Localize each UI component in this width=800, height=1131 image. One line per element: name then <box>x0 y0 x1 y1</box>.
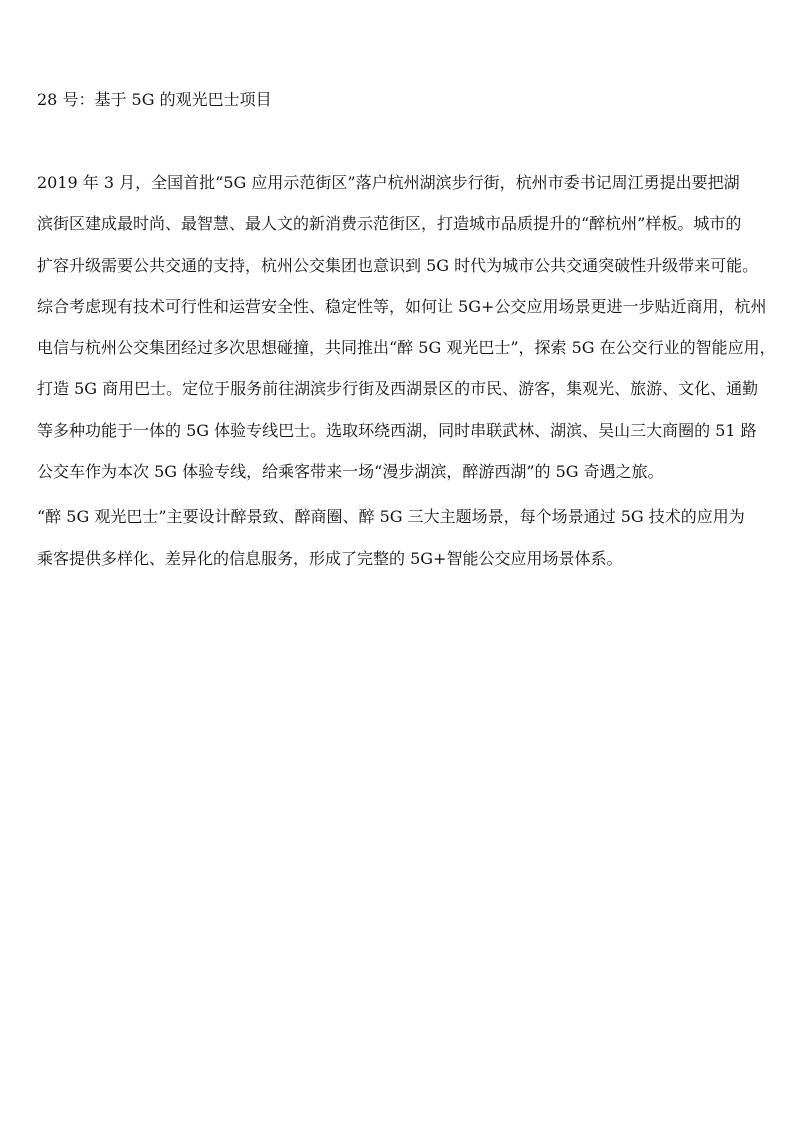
paragraph-line: 等多种功能于一体的 5G 体验专线巴士。选取环绕西湖，同时串联武林、湖滨、吴山三大商圈的 51 路 <box>37 421 757 440</box>
paragraph-line: 打造 5G 商用巴士。定位于服务前往湖滨步行街及西湖景区的市民、游客，集观光、旅游、文化、通勤 <box>37 379 759 398</box>
paragraph-line: 扩容升级需要公共交通的支持，杭州公交集团也意识到 5G 时代为城市公共交通突破性升级带来可能。 <box>37 256 759 275</box>
paragraph-line: 综合考虑现有技术可行性和运营安全性、稳定性等，如何让 5G+公交应用场景更进一步贴近商用，杭州 <box>37 297 767 316</box>
paragraph-line: 公交车作为本次 5G 体验专线，给乘客带来一场“漫步湖滨，醉游西湖”的 5G 奇遇之旅。 <box>37 462 664 481</box>
paragraph-line: 滨街区建成最时尚、最智慧、最人文的新消费示范街区，打造城市品质提升的“醉杭州”样板。城市的 <box>37 214 742 233</box>
paragraph-line: 2019 年 3 月，全国首批“5G 应用示范街区”落户杭州湖滨步行街，杭州市委书记周江勇提出要把湖 <box>37 173 740 192</box>
paragraph-line: “醉 5G 观光巴士”主要设计醉景致、醉商圈、醉 5G 三大主题场景，每个场景通过 5G 技术的应用为 <box>37 507 745 526</box>
paragraph-line: 乘客提供多样化、差异化的信息服务，形成了完整的 5G+智能公交应用场景体系。 <box>37 549 623 568</box>
page-title: 28 号：基于 5G 的观光巴士项目 <box>37 90 272 109</box>
paragraph-line: 电信与杭州公交集团经过多次思想碰撞，共同推出“醉 5G 观光巴士”，探索 5G 在公交行业的智能应用， <box>37 338 776 357</box>
